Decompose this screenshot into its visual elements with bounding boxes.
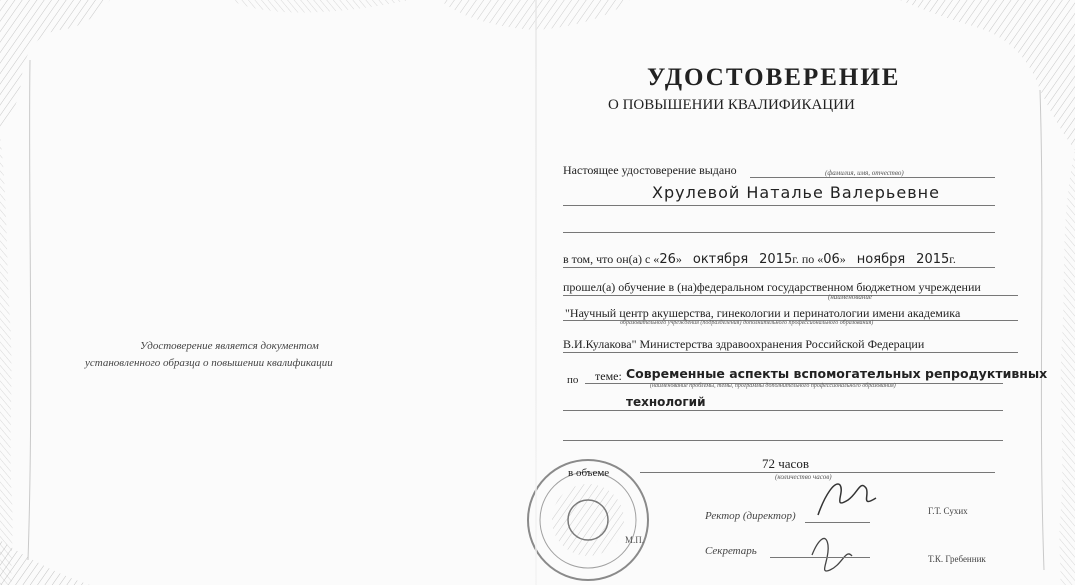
- institution-underline3: [563, 352, 1018, 353]
- left-note-line2: установленного образца о повышении квалификации: [85, 357, 333, 369]
- period-to-month: ноября: [856, 252, 906, 267]
- secretary-signature: [812, 538, 852, 571]
- topic-prefix: по: [567, 374, 579, 386]
- period-prefix: в том, что он(а) с «: [563, 252, 660, 266]
- period-year-suffix1: г. по «: [792, 252, 824, 266]
- period-sep1: »: [675, 252, 682, 266]
- secretary-label: Секретарь: [705, 545, 757, 557]
- institution-line3: В.И.Кулакова" Министерства здравоохранения Российской Федерации: [563, 337, 925, 351]
- secretary-sign-line: [770, 557, 870, 558]
- page-fold: [535, 0, 537, 585]
- certificate-subtitle: О ПОВЫШЕНИИ КВАЛИФИКАЦИИ: [608, 97, 855, 113]
- hours-hint: (количество часов): [775, 473, 832, 481]
- rector-name: Г.Т. Сухих: [928, 506, 968, 516]
- period-from-day: 26: [659, 252, 676, 267]
- institution-line1: федеральном государственном бюджетном учреждении: [696, 280, 981, 294]
- issued-underline: [750, 177, 995, 178]
- period-line: [563, 252, 956, 267]
- period-to-day: 06: [823, 252, 840, 267]
- period-from-year: 2015: [759, 252, 793, 267]
- stamp-mark: М.П.: [625, 535, 645, 545]
- volume-label: в объеме: [568, 467, 610, 479]
- name-underline: [563, 205, 995, 206]
- institution-hint: образовательного учреждения (подразделения) дополнительного профессионального образования): [620, 320, 874, 326]
- topic-underline2: [563, 410, 1003, 411]
- blank-underline-2: [563, 440, 1003, 441]
- institution-underline1: [563, 295, 1018, 296]
- secretary-name: Т.К. Гребенник: [928, 554, 986, 564]
- rector-sign-line: [805, 522, 870, 523]
- period-from-month: октября: [692, 252, 749, 267]
- period-sep2: »: [839, 252, 846, 266]
- rector-signature: [818, 484, 876, 515]
- rector-label: Ректор (директор): [705, 510, 796, 522]
- topic-label: теме:: [595, 369, 622, 383]
- institution-hint-small: (наименование: [828, 293, 872, 301]
- recipient-name: Хрулевой Наталье Валерьевне: [652, 183, 940, 202]
- period-to-year: 2015: [916, 252, 950, 267]
- period-year-suffix2: г.: [949, 252, 956, 266]
- left-note-line1: Удостоверение является документом: [140, 340, 319, 352]
- name-hint: (фамилия, имя, отчество): [825, 169, 904, 177]
- training-line: [563, 280, 981, 295]
- hours-value: 72 часов: [762, 456, 809, 471]
- blank-underline: [563, 232, 995, 233]
- issued-label: Настоящее удостоверение выдано: [563, 163, 737, 177]
- certificate-title: УДОСТОВЕРЕНИЕ: [647, 64, 901, 91]
- topic-line2: технологий: [626, 395, 706, 409]
- topic-hint: (наименование проблемы, темы, программы дополнительного профессионального образования): [650, 383, 896, 389]
- training-label: прошел(а) обучение в (на): [563, 280, 697, 294]
- topic-line1: Современные аспекты вспомогательных репродуктивных: [626, 366, 1048, 381]
- institution-line2: "Научный центр акушерства, гинекологии и перинатологии имени академика: [565, 306, 961, 320]
- period-underline: [563, 267, 995, 268]
